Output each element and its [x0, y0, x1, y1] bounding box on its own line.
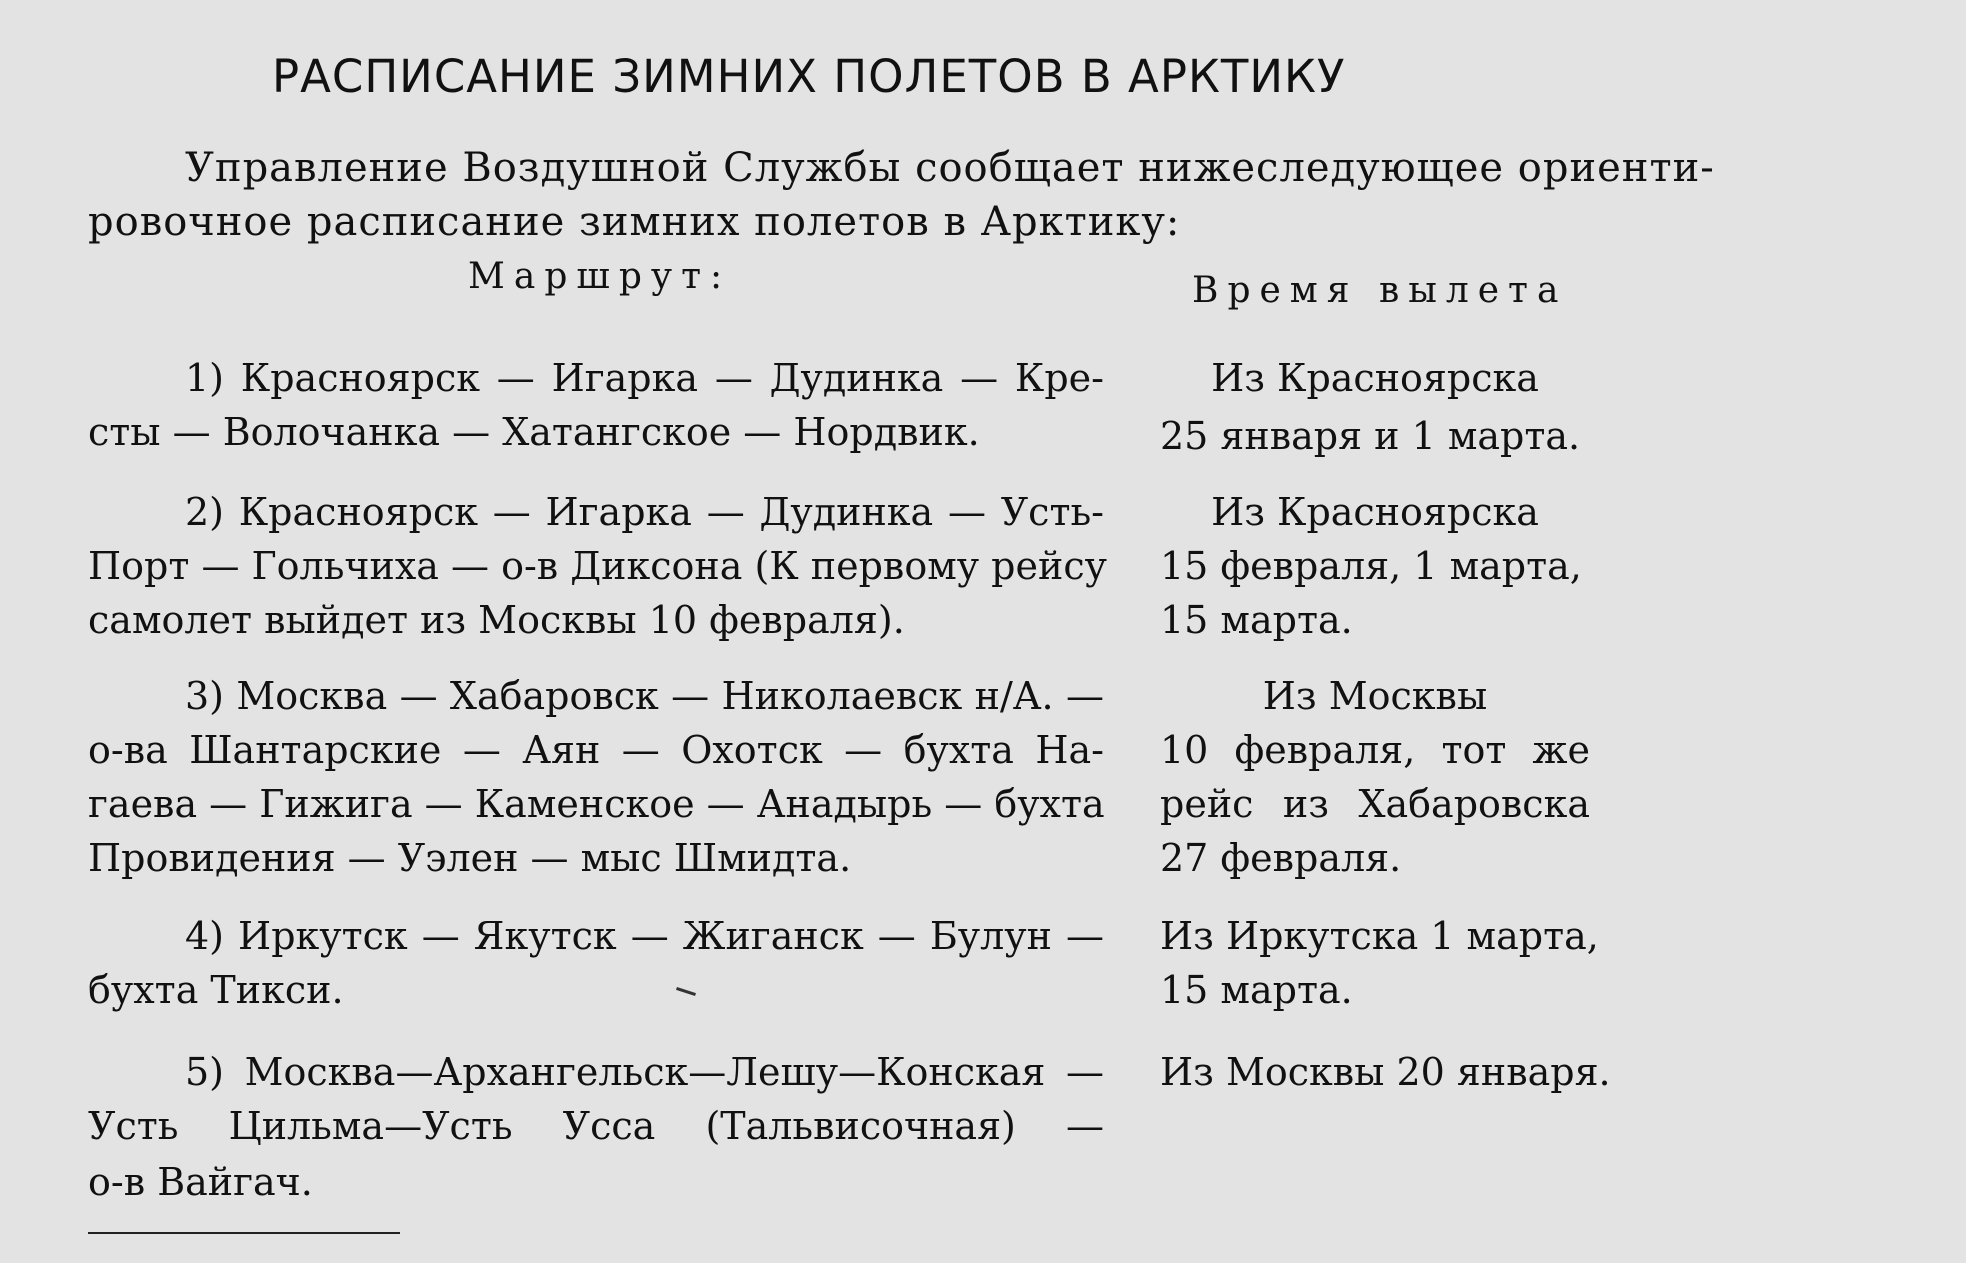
route-line: бухта Тикси. [88, 968, 344, 1012]
departure-column-header: Время вылета [1192, 270, 1568, 311]
route-line: Усть Цильма—Усть Усса (Тальвисочная) — [88, 1104, 1104, 1148]
route-column-header: Маршрут: [468, 256, 732, 297]
route-line: о-ва Шантарские — Аян — Охотск — бухта На- [88, 728, 1104, 772]
departure-line: Из Москвы 20 января. [1160, 1050, 1611, 1094]
intro-line-2: ровочное расписание зимних полетов в Арктику: [88, 199, 1181, 245]
route-line: самолет выйдет из Москвы 10 февраля). [88, 598, 905, 642]
route-line: сты — Волочанка — Хатангское — Нордвик. [88, 410, 980, 454]
route-line: Провидения — Уэлен — мыс Шмидта. [88, 836, 852, 880]
footnote-rule [88, 1232, 400, 1234]
departure-line: 25 января и 1 марта. [1160, 414, 1581, 458]
departure-line: 27 февраля. [1160, 836, 1402, 880]
departure-line: Из Красноярска [1211, 490, 1539, 534]
departure-line: 10 февраля, тот же [1160, 728, 1590, 772]
departure-line: Из Москвы [1262, 674, 1488, 718]
route-line: о-в Вайгач. [88, 1160, 313, 1204]
route-line: 4) Иркутск — Якутск — Жиганск — Булун — [185, 914, 1104, 958]
departure-line: 15 марта. [1160, 598, 1353, 642]
route-line: 3) Москва — Хабаровск — Николаевск н/А. — [185, 674, 1104, 718]
page-title: РАСПИСАНИЕ ЗИМНИХ ПОЛЕТОВ В АРКТИКУ [272, 50, 1346, 103]
route-line: 5) Москва—Архангельск—Лешу—Конская — [185, 1050, 1104, 1094]
route-line: Порт — Гольчиха — о-в Диксона (К первому рейсу [88, 544, 1107, 588]
departure-line: рейс из Хабаровска [1160, 782, 1590, 826]
departure-line: 15 февраля, 1 марта, [1160, 544, 1582, 588]
route-line: 1) Красноярск — Игарка — Дудинка — Кре- [185, 356, 1104, 400]
route-line: 2) Красноярск — Игарка — Дудинка — Усть- [185, 490, 1104, 534]
departure-line: Из Иркутска 1 марта, [1160, 914, 1599, 958]
departure-line: Из Красноярска [1211, 356, 1539, 400]
departure-line: 15 марта. [1160, 968, 1353, 1012]
route-line: гаева — Гижига — Каменское — Анадырь — бухта [88, 782, 1105, 826]
intro-line-1: Управление Воздушной Службы сообщает нижеследующее ориенти- [185, 145, 1715, 191]
